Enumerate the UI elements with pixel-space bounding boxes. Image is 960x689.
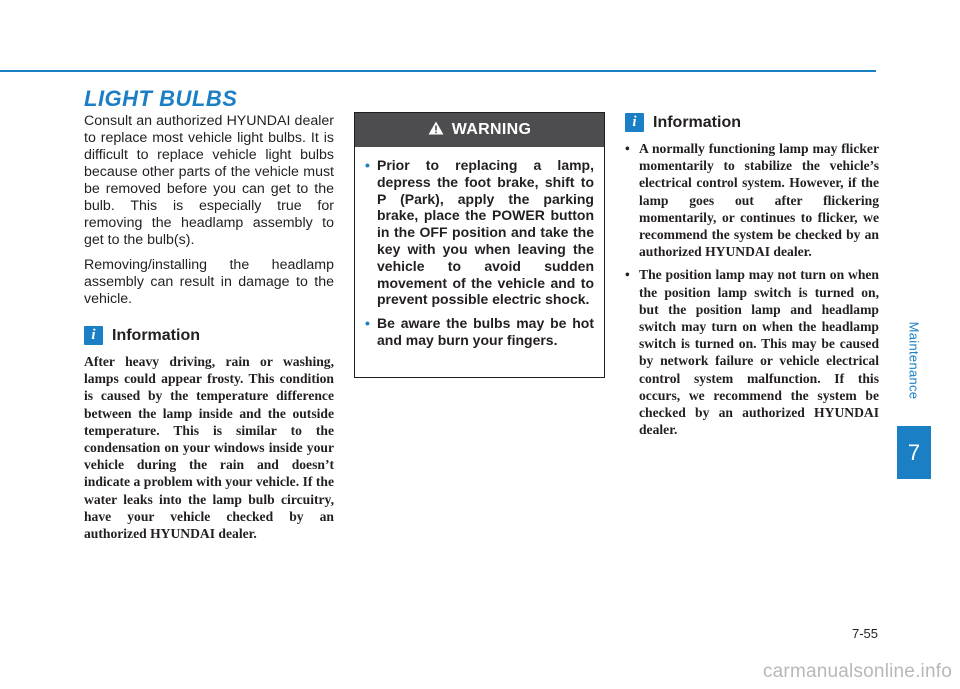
bullet-dot: •: [365, 315, 370, 332]
bullet-dot: •: [625, 141, 630, 156]
watermark: carmanualsonline.info: [762, 661, 952, 682]
info-title: Information: [653, 113, 741, 131]
warning-box: [354, 112, 605, 378]
info-heading-left: [84, 326, 334, 345]
warning-item: [365, 315, 594, 349]
warning-item-text: Prior to replacing a lamp, depress the foot brake, shift to P (Park), apply the parking brake, place the POWER button in the OFF position and take the key with you when leaving the vehicle to avoid sudden movement of the vehicle and to prevent possible electric shock.: [377, 157, 594, 308]
section-title: LIGHT BULBS: [84, 86, 238, 111]
chapter-number-tab: 7: [897, 426, 931, 479]
list-item: [625, 266, 879, 438]
page-number: 7-55: [851, 626, 878, 641]
bullet-dot: •: [365, 157, 370, 173]
chapter-label: Maintenance: [906, 321, 922, 399]
top-rule: [0, 70, 876, 72]
chapter-side-label: [897, 306, 931, 414]
info-text-frost: After heavy driving, rain or washing, lamps could appear frosty. This condition is caused by the temperature difference between the lamp inside and the outside temperature. This is similar to the condensation on your windows inside your vehicle during the rain and doesn’t indicate a problem with your vehicle. If the water leaks into the lamp bulb circuitry, have your vehicle checked by an authorized HYUNDAI dealer.: [84, 354, 334, 542]
warning-triangle-icon: [428, 121, 444, 140]
warning-item: [365, 157, 594, 308]
info-title: Information: [112, 326, 200, 344]
info-item-text: A normally functioning lamp may flicker momentarily to stabilize the vehicle’s electrical control system. However, if the lamp goes out after flickering momentarily, or continues to flicker, we recommend the system be checked by an authorized HYUNDAI dealer.: [639, 141, 879, 260]
warning-body: [355, 147, 604, 349]
info-icon: i: [84, 326, 103, 345]
list-item: [625, 140, 879, 260]
bullet-dot: •: [625, 267, 630, 283]
info-heading-right: [625, 113, 879, 132]
column-right: [625, 113, 879, 444]
info-icon: i: [625, 113, 644, 132]
warning-header: [355, 113, 604, 147]
intro-paragraph-2: Removing/installing the headlamp assembly can result in damage to the vehicle.: [84, 257, 334, 307]
warning-title: WARNING: [451, 121, 532, 138]
info-item-text: The position lamp may not turn on when the position lamp switch is turned on, but the position lamp and headlamp switch may turn on when the headlamp switch is turned on. This may be caused by network failure or vehicle electrical control system malfunction. If this occurs, we recommend the system be checked by an authorized HYUNDAI dealer.: [639, 267, 879, 438]
warning-item-text: Be aware the bulbs may be hot and may burn your fingers.: [377, 315, 594, 348]
column-left: [84, 113, 334, 542]
intro-paragraph-1: Consult an authorized HYUNDAI dealer to replace most vehicle light bulbs. It is difficult to replace vehicle light bulbs because other parts of the vehicle must be removed before you can get to the bulb. This is especially true for removing the headlamp assembly to get to the bulb(s).: [84, 113, 334, 248]
